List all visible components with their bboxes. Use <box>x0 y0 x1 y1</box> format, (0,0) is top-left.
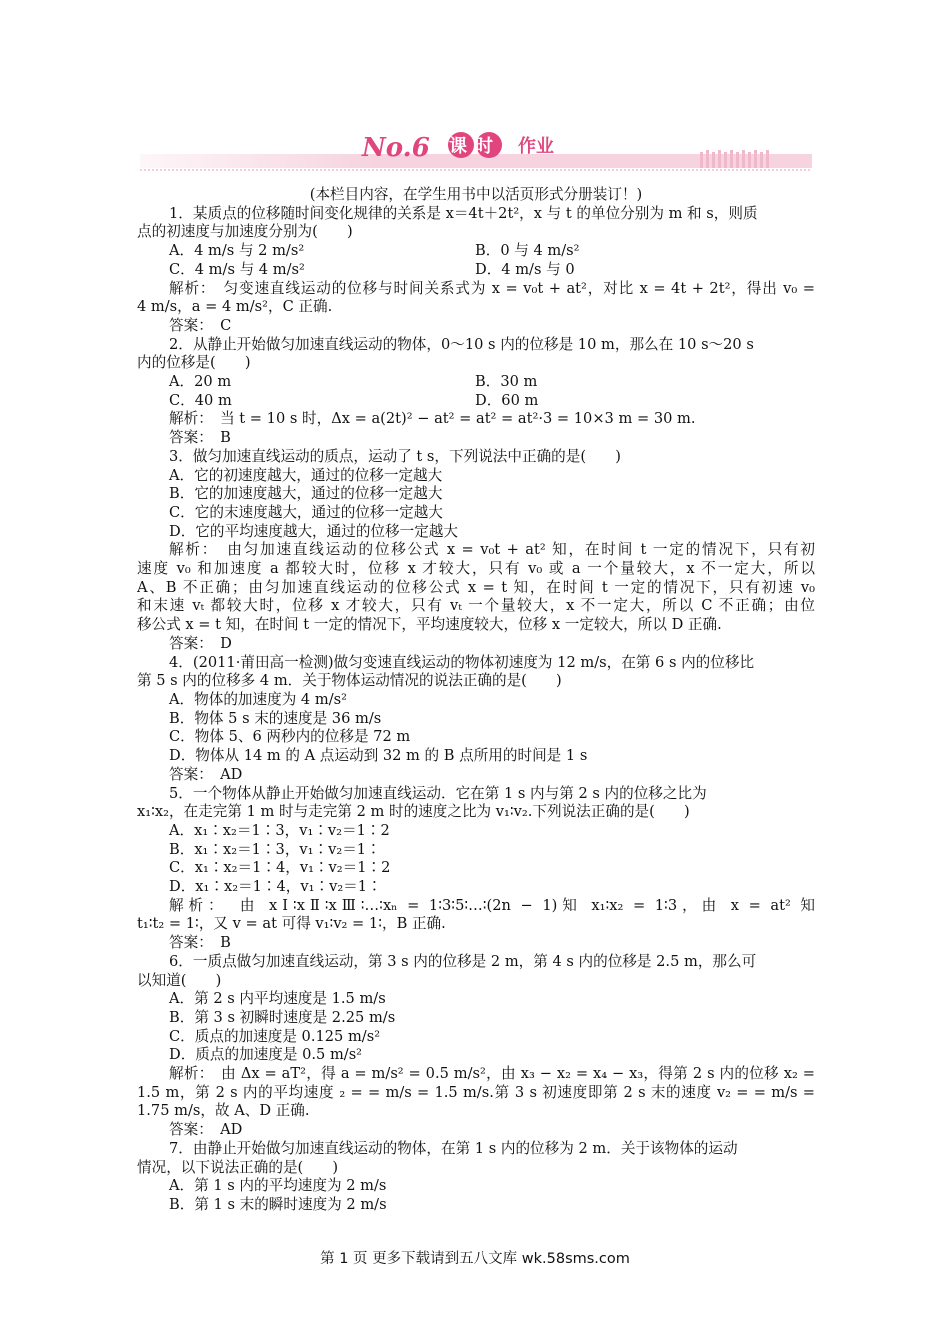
text-line: 和末速 vₜ 都较大时，位移 x 才较大，只有 vₜ 一个量较大，x 不一定大，所以 C 不正确；由位 <box>137 597 815 615</box>
text-line: A．x₁∶x₂＝1∶3，v₁∶v₂＝1∶2 <box>169 821 390 839</box>
option-left: A．4 m/s 与 2 m/s² <box>169 242 305 260</box>
text-line: A、B 不正确；由匀加速直线运动的位移公式 x = t 知，在时间 t 一定的情况下，只有初速 v₀ <box>137 578 815 596</box>
text-line: 解析： 由 Δx = aT²，得 a = m/s² = 0.5 m/s²，由 x₃ − x₂ = x₄ − x₃，得第 2 s 内的位移 x₂ = <box>169 1065 815 1083</box>
text-line: 答案： AD <box>169 1121 243 1139</box>
text-line: 答案： C <box>169 316 232 334</box>
text-line: 4．(2011·莆田高一检测)做匀变速直线运动的物体初速度为 12 m/s，在第 6 s 内的位移比 <box>169 653 755 671</box>
text-line <box>137 373 815 392</box>
option-left: C．40 m <box>169 391 232 409</box>
text-line: (本栏目内容，在学生用书中以活页形式分册装订！) <box>309 186 643 203</box>
text-line: C．x₁∶x₂＝1∶4，v₁∶v₂＝1∶2 <box>169 859 391 877</box>
text-line: 解析： 当 t = 10 s 时，Δx = a(2t)² − at² = at² = at²·3 = 10×3 m = 30 m. <box>169 410 696 428</box>
text-line: B．第 3 s 初瞬时速度是 2.25 m/s <box>169 1008 396 1026</box>
text-line <box>137 392 815 411</box>
text-line: C．物体 5、6 两秒内的位移是 72 m <box>169 728 411 746</box>
text-line: 内的位移是( ) <box>137 354 251 372</box>
text-line: 7．由静止开始做匀加速直线运动的物体，在第 1 s 内的位移为 2 m．关于该物体的运动 <box>169 1139 738 1157</box>
option-right: B．30 m <box>475 373 538 391</box>
banner-no-label: No.6 <box>362 133 430 163</box>
text-line <box>137 261 815 280</box>
text-line: 5．一个物体从静止开始做匀加速直线运动．它在第 1 s 内与第 2 s 内的位移之比为 <box>169 784 707 802</box>
text-line: 解析： 匀变速直线运动的位移与时间关系式为 x = v₀t + at²，对比 x = 4t + 2t²，得出 v₀ = <box>169 279 815 297</box>
text-line: 答案： AD <box>169 765 243 783</box>
text-line: B．物体 5 s 末的速度是 36 m/s <box>169 709 382 727</box>
text-line: D．x₁∶x₂＝1∶4，v₁∶v₂＝1∶ <box>169 878 382 896</box>
text-line: 解析： 由 xⅠ∶xⅡ∶xⅢ∶…∶xₙ = 1∶3∶5∶…∶(2n − 1)知 x₁∶x₂ = 1∶3，由 x = at² 知 <box>169 896 815 914</box>
text-line: B．x₁∶x₂＝1∶3，v₁∶v₂＝1∶ <box>169 840 381 858</box>
option-left: C．4 m/s 与 4 m/s² <box>169 260 305 278</box>
text-line: B．它的加速度越大，通过的位移一定越大 <box>169 485 443 503</box>
text-line: 6．一质点做匀加速直线运动，第 3 s 内的位移是 2 m，第 4 s 内的位移是 2.5 m，那么可 <box>169 952 757 970</box>
text-line: 1.75 m/s，故 A、D 正确. <box>137 1102 310 1120</box>
text-line: 答案： B <box>169 429 231 447</box>
text-line: C．它的末速度越大，通过的位移一定越大 <box>169 503 443 521</box>
text-line: C．质点的加速度是 0.125 m/s² <box>169 1027 381 1045</box>
text-line: A．物体的加速度为 4 m/s² <box>169 690 347 708</box>
text-line: 情况，以下说法正确的是( ) <box>137 1158 339 1176</box>
option-right: D．4 m/s 与 0 <box>475 260 575 278</box>
text-line: 答案： B <box>169 934 231 952</box>
option-left: A．20 m <box>169 373 232 391</box>
text-line: 4 m/s，a = 4 m/s²，C 正确. <box>137 298 333 316</box>
banner-zuoye-label: 作业 <box>518 136 554 157</box>
text-line: 答案： D <box>169 634 232 652</box>
text-line: 速度 v₀ 和加速度 a 都较大时，位移 x 才较大，只有 v₀ 或 a 一个量较大，x 不一定大，所以 <box>137 560 815 578</box>
text-line: 第 5 s 内的位移多 4 m．关于物体运动情况的说法正确的是( ) <box>137 672 562 690</box>
text-line: A．第 2 s 内平均速度是 1.5 m/s <box>169 990 386 1008</box>
text-line: 点的初速度与加速度分别为( ) <box>137 223 353 241</box>
header-banner <box>140 128 812 174</box>
text-line: 2．从静止开始做匀加速直线运动的物体，0～10 s 内的位移是 10 m，那么在 10 s～20 s <box>169 335 754 353</box>
exercise-content <box>137 186 815 1215</box>
option-right: B．0 与 4 m/s² <box>475 242 580 260</box>
text-line <box>137 242 815 261</box>
text-line: B．第 1 s 末的瞬时速度为 2 m/s <box>169 1195 387 1213</box>
text-line: x₁∶x₂，在走完第 1 m 时与走完第 2 m 时的速度之比为 v₁∶v₂.下列说法正确的是( ) <box>137 803 690 821</box>
text-line: D．它的平均速度越大，通过的位移一定越大 <box>169 522 458 540</box>
text-line: D．质点的加速度是 0.5 m/s² <box>169 1046 363 1064</box>
text-line: t₁∶t₂ = 1∶，又 v = at 可得 v₁∶v₂ = 1∶，B 正确. <box>137 915 446 933</box>
text-line: D．物体从 14 m 的 A 点运动到 32 m 的 B 点所用的时间是 1 s <box>169 747 588 765</box>
banner-graphic <box>140 128 812 174</box>
text-line: 3．做匀加速直线运动的质点，运动了 t s，下列说法中正确的是( ) <box>169 447 621 465</box>
page-footer: 第 1 页 更多下载请到五八文库 wk.58sms.com <box>320 1251 630 1267</box>
banner-keshi-label: 课时 <box>449 136 501 157</box>
option-right: D．60 m <box>475 391 539 409</box>
text-line: 以知道( ) <box>137 971 222 989</box>
text-line: 移公式 x = t 知，在时间 t 一定的情况下，平均速度较大，位移 x 一定较大，所以 D 正确. <box>137 616 722 634</box>
text-line: 解析： 由匀加速直线运动的位移公式 x = v₀t + at² 知，在时间 t 一定的情况下，只有初 <box>169 541 815 559</box>
text-line: A．第 1 s 内的平均速度为 2 m/s <box>169 1177 387 1195</box>
text-line: 1.5 m，第 2 s 内的平均速度 ₂ = = m/s = 1.5 m/s.第 3 s 初速度即第 2 s 末的速度 v₂ = = m/s = <box>137 1083 815 1101</box>
text-line: A．它的初速度越大，通过的位移一定越大 <box>169 466 443 484</box>
text-line: 1．某质点的位移随时间变化规律的关系是 x＝4t＋2t²，x 与 t 的单位分别为 m 和 s，则质 <box>169 204 758 222</box>
